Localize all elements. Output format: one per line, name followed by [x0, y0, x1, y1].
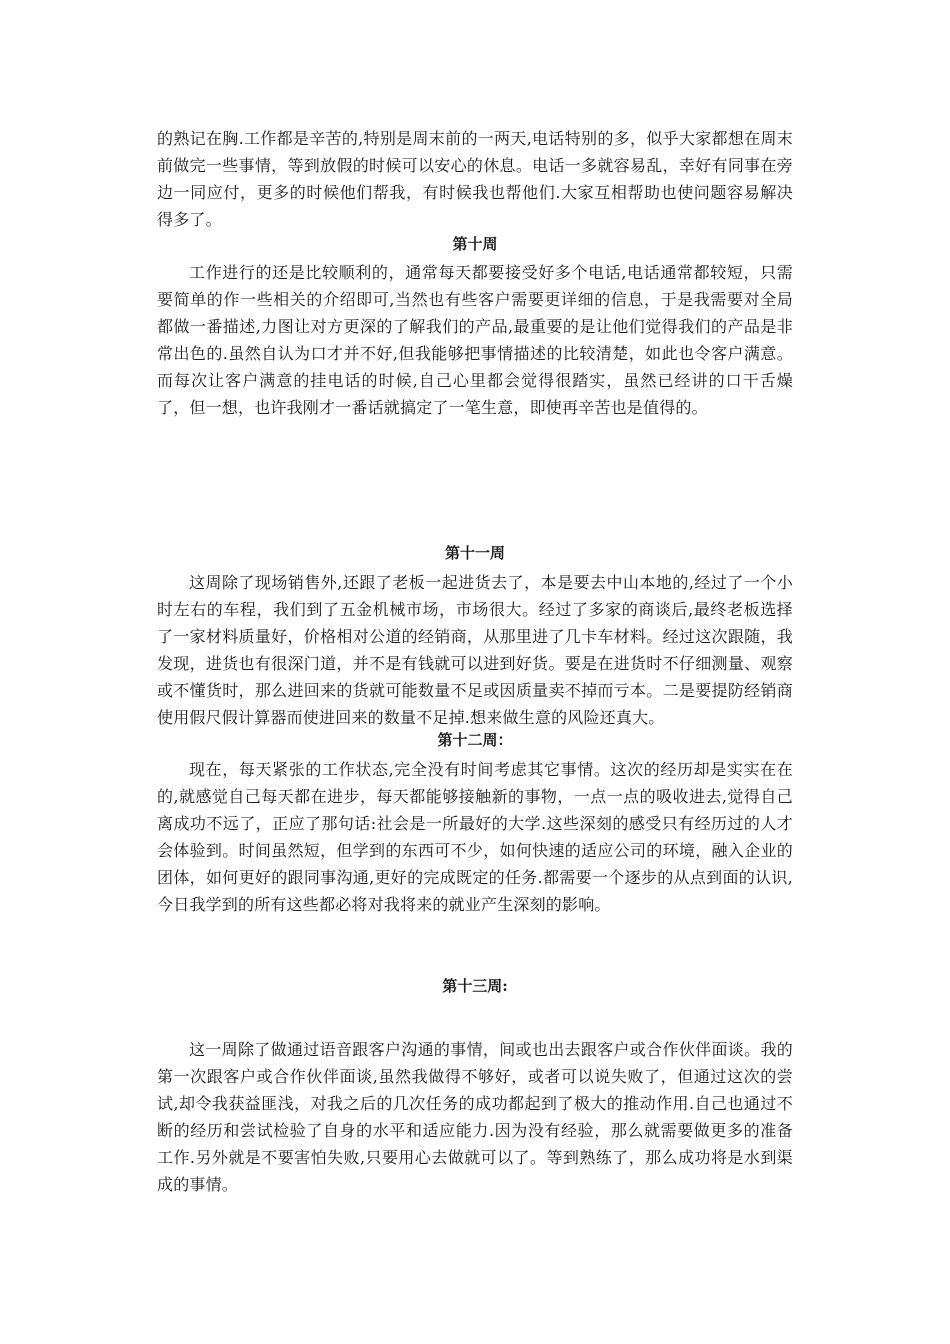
- week13-heading: 第十三周:: [442, 977, 508, 995]
- intro-section: [157, 125, 793, 233]
- week10-section: [157, 259, 793, 421]
- week11-heading: 第十一周: [444, 544, 505, 562]
- week10-heading: 第十周: [452, 235, 498, 253]
- week12-heading: 第十二周：: [437, 731, 513, 749]
- week11-section: [157, 569, 793, 731]
- week10-paragraph: 工作进行的还是比较顺利的，通常每天都要接受好多个电话,电话通常都较短，只需要简单的作一些相关的介绍即可,当然也有些客户需要更详细的信息，于是我需要对全局都做一番描述,力图让对方更深的了解我们的产品,最重要的是让他们觉得我们的产品是非常出色的.虽然自认为口才并不好,但我能够把事情描述的比较清楚，如此也令客户满意。而每次让客户满意的挂电话的时候,自己心里都会觉得很踏实，虽然已经讲的口干舌燥了，但一想，也许我刚才一番话就搞定了一笔生意，即使再辛苦也是值得的。: [157, 263, 793, 417]
- week12-section: [157, 756, 793, 918]
- week11-paragraph: 这周除了现场销售外,还跟了老板一起进货去了，本是要去中山本地的,经过了一个小时左右的车程，我们到了五金机械市场，市场很大。经过了多家的商谈后,最终老板选择了一家材料质量好，价格相对公道的经销商，从那里进了几卡车材料。经过这次跟随，我发现，进货也有很深门道，并不是有钱就可以进到好货。要是在进货时不仔细测量、观察或不懂货时，那么进回来的货就可能数量不足或因质量卖不掉而亏本。二是要提防经销商使用假尺假计算器而使进回来的数量不足掉.想来做生意的风险还真大。: [157, 573, 793, 727]
- week12-paragraph: 现在，每天紧张的工作状态,完全没有时间考虑其它事情。这次的经历却是实实在在的,就感觉自己每天都在进步，每天都能够接触新的事物，一点一点的吸收进去,觉得自己离成功不远了，正应了那句话:社会是一所最好的大学.这些深刻的感受只有经历过的人才会体验到。时间虽然短，但学到的东西可不少，如何快速的适应公司的环境，融入企业的团体，如何更好的跟同事沟通,更好的完成既定的任务.都需要一个逐步的从点到面的认识,今日我学到的所有这些都必将对我将来的就业产生深刻的影响。: [157, 760, 793, 914]
- week13-paragraph: 这一周除了做通过语音跟客户沟通的事情，间或也出去跟客户或合作伙伴面谈。我的第一次跟客户或合作伙伴面谈,虽然我做得不够好，或者可以说失败了，但通过这次的尝试,却令我获益匪浅，对我之后的几次任务的成功都起到了极大的推动作用.自己也通过不断的经历和尝试检验了自身的水平和适应能力.因为没有经验，那么就需要做更多的准备工作.另外就是不要害怕失败,只要用心去做就可以了。等到熟练了，那么成功将是水到渠成的事情。: [157, 1040, 793, 1194]
- intro-paragraph: 的熟记在胸.工作都是辛苦的,特别是周末前的一两天,电话特别的多，似乎大家都想在周末前做完一些事情，等到放假的时候可以安心的休息。电话一多就容易乱，幸好有同事在旁边一同应付，更多的时候他们帮我，有时候我也帮他们.大家互相帮助也使问题容易解决得多了。: [157, 129, 793, 229]
- week13-section: [157, 1036, 793, 1198]
